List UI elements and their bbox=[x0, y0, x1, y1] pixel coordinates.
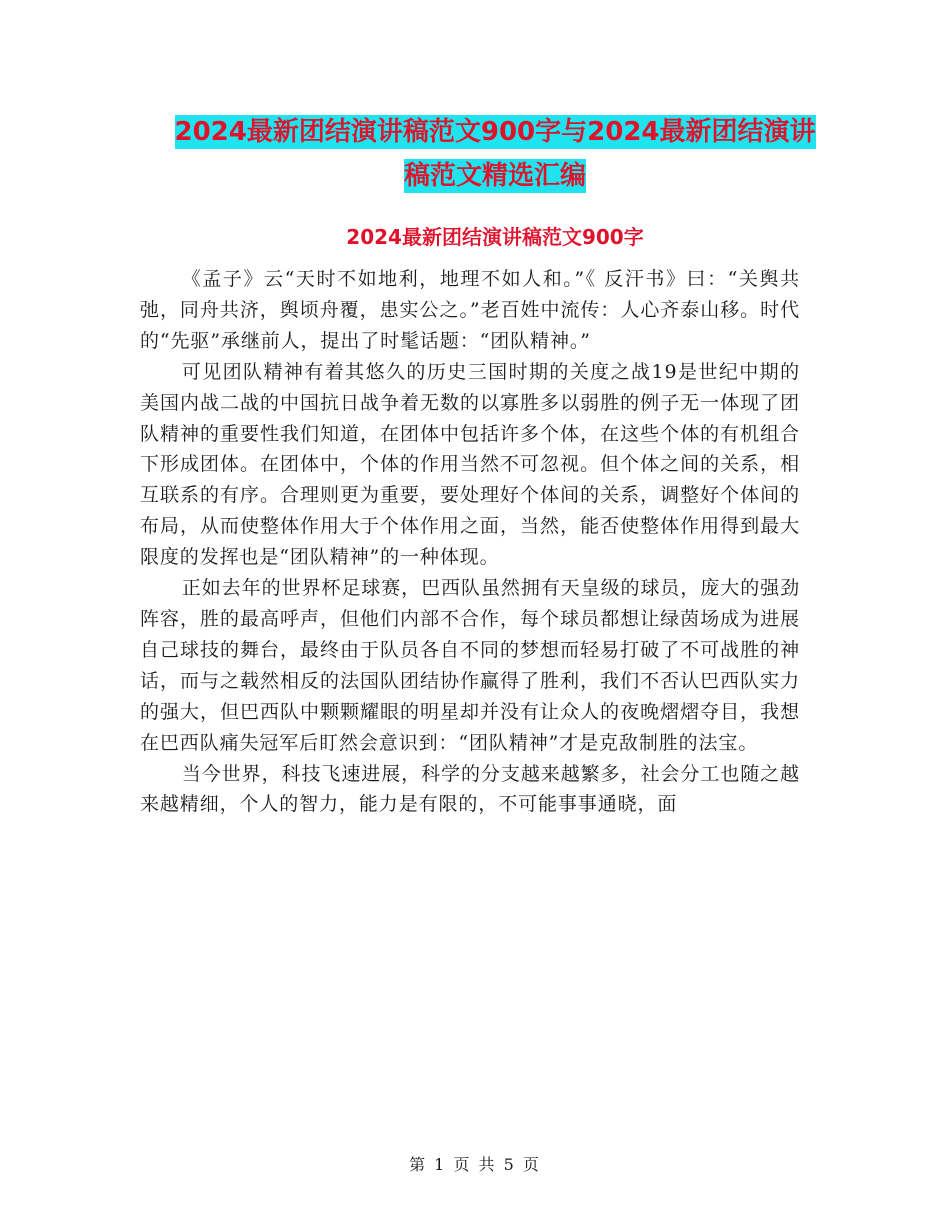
page-footer: 第 1 页 共 5 页 bbox=[409, 1155, 541, 1174]
document-title-line2: 稿范文精选汇编 bbox=[403, 161, 586, 191]
paragraph: 《孟子》云“天时不如地利，地理不如人和。”《 反汗书》曰：“关舆共弛，同舟共济，舆顷舟覆，患实公之。”老百姓中流传：人心齐泰山移。时代的“先驱”承继前人，提出了时髦话题：“团队精神。” bbox=[140, 268, 800, 352]
document-title bbox=[140, 110, 850, 198]
section-title: 2024最新团结演讲稿范文900字 bbox=[346, 225, 644, 249]
paragraph: 正如去年的世界杯足球赛，巴西队虽然拥有天皇级的球员，庞大的强劲阵容，胜的最高呼声，但他们内部不合作，每个球员都想让绿茵场成为进展自己球技的舞台，最终由于队员各自不同的梦想而轻易打破了不可战胜的神话，而与之载然相反的法国队团结协作赢得了胜利，我们不否认巴西队实力的强大，但巴西队中颗颗耀眼的明星却并没有让众人的夜晚熠熠夺目，我想在巴西队痛失冠军后盯然会意识到：“团队精神”才是克敌制胜的法宝。 bbox=[140, 577, 800, 754]
paragraph: 可见团队精神有着其悠久的历史三国时期的关度之战19是世纪中期的美国内战二战的中国抗日战争着无数的以寡胜多以弱胜的例子无一体现了团队精神的重要性我们知道，在团体中包括许多个体，在这些个体的有机组合下形成团体。在团体中，个体的作用当然不可忽视。但个体之间的关系，相互联系的有序。合理则更为重要，要处理好个体间的关系，调整好个体间的布局，从而使整体作用大于个体作用之面，当然，能否使整体作用得到最大限度的发挥也是“团队精神”的一种体现。 bbox=[140, 360, 800, 569]
paragraph: 当今世界，科技飞速进展，科学的分支越来越繁多，社会分工也随之越来越精细，个人的智力，能力是有限的，不可能事事通晓，面 bbox=[140, 762, 800, 816]
document-title-line1: 2024最新团结演讲稿范文900字与2024最新团结演讲 bbox=[174, 117, 816, 147]
document-body bbox=[140, 264, 800, 820]
